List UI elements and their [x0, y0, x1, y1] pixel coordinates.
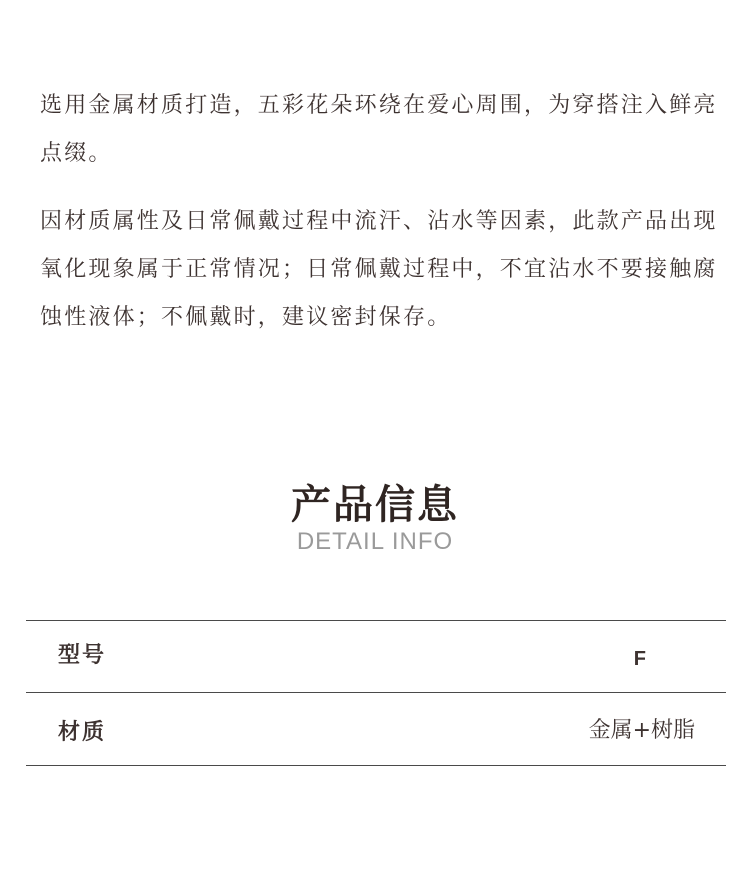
- table-divider-top: [26, 620, 726, 621]
- table-divider-bottom: [26, 765, 726, 766]
- section-subtitle: DETAIL INFO: [296, 528, 454, 555]
- description-paragraph-2: 因材质属性及日常佩戴过程中流汗、沾水等因素，此款产品出现氧化现象属于正常情况；日常佩戴过程中，不宜沾水不要接触腐蚀性液体；不佩戴时，建议密封保存。: [40, 209, 718, 330]
- detail-label-material: 材质: [58, 720, 107, 745]
- detail-value-model: F: [633, 648, 646, 670]
- section-title: 产品信息: [291, 482, 459, 528]
- description-paragraph-1: 选用金属材质打造，五彩花朵环绕在爱心周围，为穿搭注入鲜亮点缀。: [40, 93, 718, 166]
- table-divider-middle: [26, 692, 726, 693]
- detail-value-material: 金属+树脂: [588, 718, 695, 743]
- detail-label-model: 型号: [58, 643, 107, 668]
